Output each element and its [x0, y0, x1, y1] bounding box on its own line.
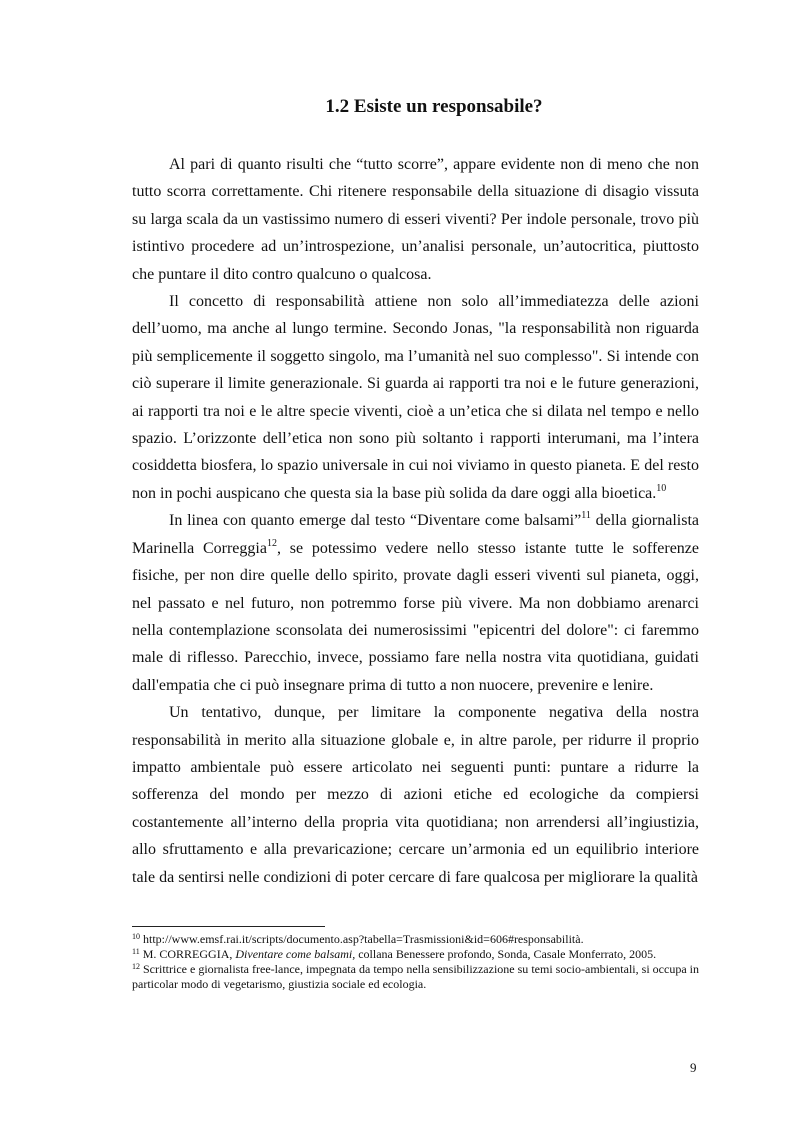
footnotes [132, 932, 699, 992]
paragraph-2-text: Il concetto di responsabilità attiene non solo all’immediatezza delle azioni dell’uomo, ma anche al lungo termine. Secondo Jonas, "la responsabilità non riguarda più semplicemente il soggetto singolo, ma l’umanità nel suo complesso". Si intende con ciò superare il limite generazionale. Si guarda ai rapporti tra noi e le future generazioni, ai rapporti tra noi e le altre specie viventi, cioè a un’etica che si dilata nel tempo e nello spazio. L’orizzonte dell’etica non sono più soltanto i rapporti interumani, ma l’intera cosiddetta biosfera, lo spazio universale in cui noi viviamo in questo pianeta. E del resto non in pochi auspicano che questa sia la base più solida da dare oggi alla bioetica. [132, 293, 699, 502]
footnote-10-text: http://www.emsf.rai.it/scripts/documento.asp?tabella=Trasmissioni&id=606#responsabilità. [140, 932, 584, 946]
footnote-number: 10 [132, 932, 140, 941]
body-text [132, 151, 699, 891]
paragraph-2 [132, 288, 699, 507]
footnote-ref-12: 12 [266, 537, 277, 549]
footnote-number: 11 [132, 947, 140, 956]
paragraph-4-text: Un tentativo, dunque, per limitare la componente negativa della nostra responsabilità in merito alla situazione globale e, in altre parole, per ridurre il proprio impatto ambientale può essere articolato nei seguenti punti: puntare a ridurre la sofferenza del mondo per mezzo di azioni etiche ed ecologiche da compiersi costantemente all’interno della propria vita quotidiana; non arrendersi all’ingiustizia, allo sfruttamento e alla prevaricazione; cercare un’armonia ed un equilibrio interiore tale da sentirsi nelle condizioni di poter cercare di fare qualcosa per migliorare la qualità [132, 704, 699, 886]
footnote-ref-11: 11 [581, 510, 591, 522]
footnote-number: 12 [132, 962, 140, 971]
footnote-11-prefix: M. CORREGGIA, [139, 947, 236, 961]
footnote-separator [132, 926, 325, 927]
footnote-12-text: Scrittrice e giornalista free-lance, impegnata da tempo nella sensibilizzazione su temi socio-ambientali, si occupa in particolar modo di vegetarismo, giustizia sociale ed ecologia. [132, 962, 699, 991]
page-number: 9 [690, 1060, 697, 1075]
section-title: 1.2 Esiste un responsabile? [325, 96, 543, 117]
paragraph-3 [132, 507, 699, 699]
paragraph-3-text-c: , se potessimo vedere nello stesso istante tutte le sofferenze fisiche, per non dire quelle dello spirito, provate dagli esseri viventi sul pianeta, oggi, nel passato e nel futuro, non potremmo forse più vivere. Ma non dobbiamo arenarci nella contemplazione sconsolata dei numerosissimi "epicentri del dolore": ci faremmo male di riflesso. Parecchio, invece, possiamo fare nella nostra vita quotidiana, guidati dall'empatia che ci può insegnare prima di tutto a non nuocere, prevenire e lenire. [132, 539, 700, 694]
footnote-11 [132, 947, 699, 962]
footnote-ref-10: 10 [656, 482, 667, 494]
footnote-11-suffix: collana Benessere profondo, Sonda, Casale Monferrato, 2005. [355, 947, 657, 961]
footnote-11-book-title: Diventare come balsami, [235, 947, 356, 961]
paragraph-3-text-b: della giornalista Marinella Correggia [132, 512, 699, 557]
paragraph-1-text: Al pari di quanto risulti che “tutto scorre”, appare evidente non di meno che non tutto scorra correttamente. Chi ritenere responsabile della situazione di disagio vissuta su larga scala da un vastissimo numero di esseri viventi? Per indole personale, trovo più istintivo procedere ad un’introspezione, un’analisi personale, un’autocritica, piuttosto che puntare il dito contro qualcuno o qualcosa. [132, 156, 699, 283]
paragraph-3-text-a: In linea con quanto emerge dal testo “Diventare come balsami” [169, 512, 582, 530]
footnote-10 [132, 932, 699, 947]
paragraph-1 [132, 151, 699, 288]
footnote-12 [132, 962, 699, 992]
paragraph-4 [132, 699, 699, 891]
